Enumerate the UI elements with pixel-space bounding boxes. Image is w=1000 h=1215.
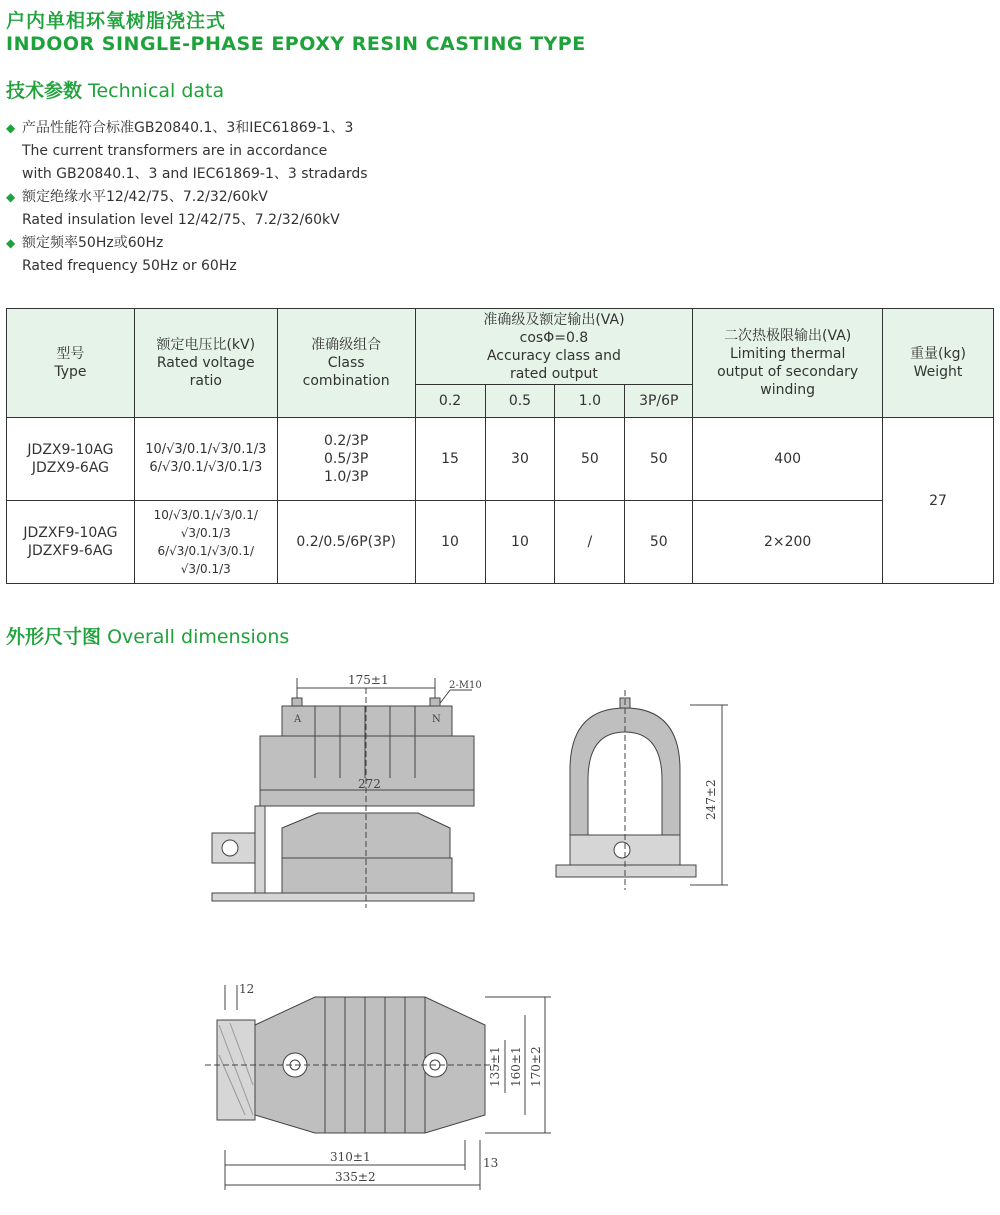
side-view-drawing: [550, 690, 730, 905]
col-header-10: 1.0: [555, 385, 625, 418]
col-header-05: 0.5: [485, 385, 555, 418]
cell-class: 0.2/0.5/6P(3P): [277, 501, 415, 584]
cell-02: 15: [415, 418, 485, 501]
col-header-3p6p: 3P/6P: [625, 385, 693, 418]
col-header-02: 0.2: [415, 385, 485, 418]
front-view-drawing: [200, 668, 490, 913]
table-row: [7, 418, 994, 501]
dim-247: 247±2: [704, 779, 718, 820]
cell-ratio: 10/√3/0.1/√3/0.1/√3/0.1/3 6/√3/0.1/√3/0.1/√3/0.1/3: [134, 501, 277, 584]
cell-02: 10: [415, 501, 485, 584]
dim-160: 160±1: [509, 1046, 523, 1087]
cell-thermal: 2×200: [693, 501, 883, 584]
tech-bullets: [6, 117, 368, 278]
cell-3p6p: 50: [625, 418, 693, 501]
dim-310: 310±1: [330, 1150, 371, 1164]
label-a: A: [294, 714, 302, 725]
dim-m10: 2-M10: [449, 680, 482, 691]
col-header-ratio: 额定电压比(kV) Rated voltage ratio: [134, 309, 277, 418]
diamond-icon: ◆: [6, 121, 16, 135]
col-header-type: 型号 Type: [7, 309, 135, 418]
tech-heading-cn: 技术参数: [6, 80, 83, 102]
dim-135: 135±1: [488, 1046, 502, 1087]
cell-05: 10: [485, 501, 555, 584]
col-header-accuracy: 准确级及额定输出(VA) cosΦ=0.8 Accuracy class and rated output: [415, 309, 693, 385]
tech-heading: [6, 76, 224, 103]
top-view-drawing: [195, 975, 565, 1200]
cell-type: JDZXF9-10AG JDZXF9-6AG: [7, 501, 135, 584]
bullet-cn: 产品性能符合标准GB20840.1、3和IEC61869-1、3: [22, 120, 354, 136]
diamond-icon: ◆: [6, 190, 16, 204]
cell-thermal: 400: [693, 418, 883, 501]
label-n: N: [432, 714, 441, 725]
dim-13: 13: [483, 1156, 499, 1170]
bullet-en: The current transformers are in accordance: [22, 143, 328, 159]
col-header-thermal: 二次热极限输出(VA) Limiting thermal output of secondary winding: [693, 309, 883, 418]
table-row: [7, 501, 994, 584]
bullet-en: Rated frequency 50Hz or 60Hz: [22, 258, 237, 274]
col-header-class: 准确级组合 Class combination: [277, 309, 415, 418]
diamond-icon: ◆: [6, 236, 16, 250]
dims-heading-cn: 外形尺寸图: [6, 626, 102, 648]
dim-335: 335±2: [335, 1170, 376, 1184]
bullet-cn: 额定频率50Hz或60Hz: [22, 235, 164, 251]
spec-table: [6, 308, 994, 584]
tech-heading-en: Technical data: [88, 80, 225, 102]
col-header-weight: 重量(kg) Weight: [883, 309, 994, 418]
cell-3p6p: 50: [625, 501, 693, 584]
cell-weight: 27: [883, 418, 994, 584]
bullet-en: with GB20840.1、3 and IEC61869-1、3 stradards: [22, 166, 368, 182]
page-title-cn: 户内单相环氧树脂浇注式: [6, 10, 227, 32]
cell-05: 30: [485, 418, 555, 501]
cell-class: 0.2/3P 0.5/3P 1.0/3P: [277, 418, 415, 501]
bullet-en: Rated insulation level 12/42/75、7.2/32/60kV: [22, 212, 340, 228]
cell-10: 50: [555, 418, 625, 501]
dims-heading-en: Overall dimensions: [107, 626, 290, 648]
dims-heading: [6, 622, 289, 649]
cell-10: /: [555, 501, 625, 584]
dim-170: 170±2: [529, 1046, 543, 1087]
bullet-cn: 额定绝缘水平12/42/75、7.2/32/60kV: [22, 189, 268, 205]
page-title-en: INDOOR SINGLE-PHASE EPOXY RESIN CASTING TYPE: [6, 33, 586, 55]
dim-175: 175±1: [348, 673, 389, 687]
cell-type: JDZX9-10AG JDZX9-6AG: [7, 418, 135, 501]
dim-272: 272: [358, 777, 381, 791]
dim-12: 12: [239, 982, 255, 996]
cell-ratio: 10/√3/0.1/√3/0.1/3 6/√3/0.1/√3/0.1/3: [134, 418, 277, 501]
